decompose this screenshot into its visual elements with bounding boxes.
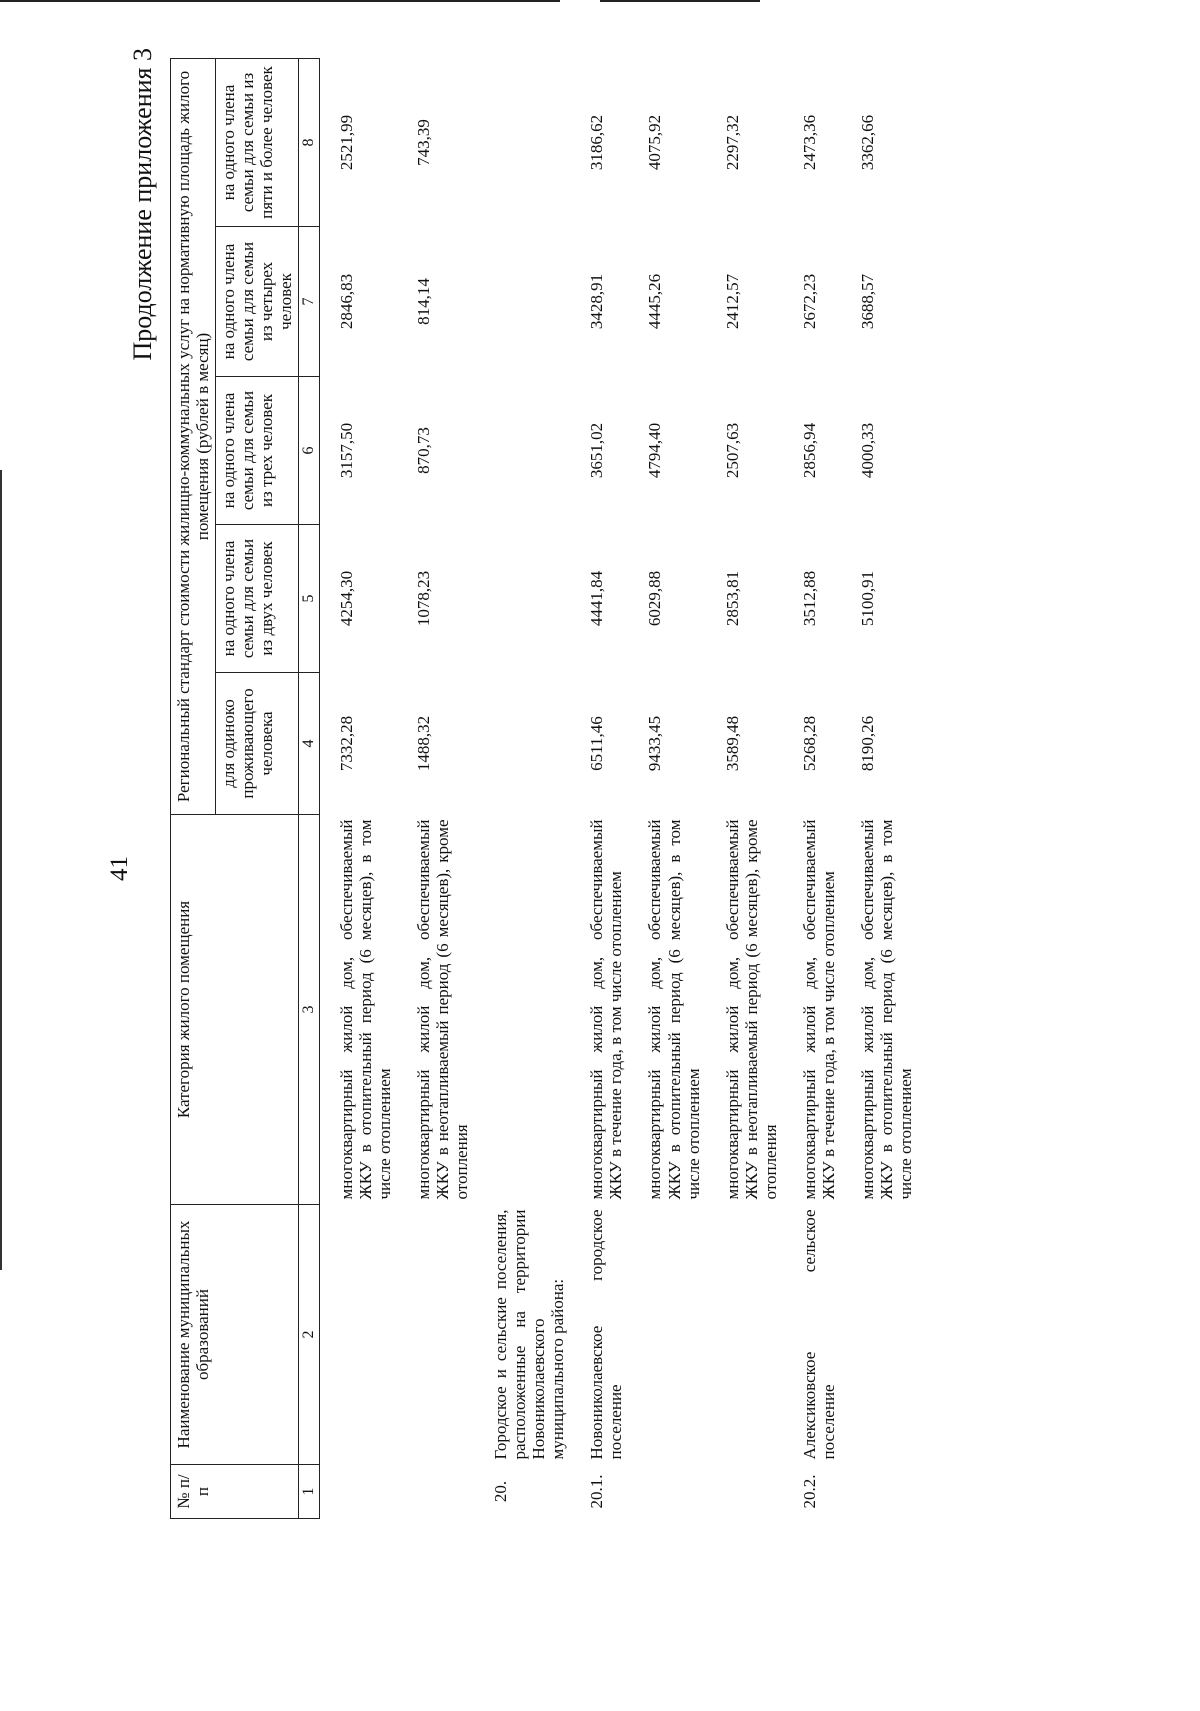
table-row (411, 59, 474, 1519)
row-number: 20. (491, 1480, 511, 1503)
row-municipality (411, 1205, 474, 1465)
row-value: 870,73 (414, 427, 434, 474)
row-category: многоквартирный жилой дом, обеспечиваемый ЖКУ в неотапливаемый период (6 месяцев), кроме отопления (414, 819, 472, 1200)
column-number: 8 (299, 59, 320, 227)
row-value: 814,14 (414, 278, 434, 325)
row-value (488, 59, 570, 227)
row-value: 3362,66 (857, 114, 877, 171)
row-category: многоквартирный жилой дом, обеспечиваемый ЖКУ в отопительный период (6 месяцев), в том числе отоплением (645, 819, 703, 1200)
row-value: 4794,40 (645, 422, 665, 479)
row-value: 4441,84 (587, 570, 607, 627)
header-standard: Региональный стандарт стоимости жилищно-коммунальных услуг на нормативную площадь жилого помещения (рублей в месяц) (171, 59, 216, 815)
page-number: 41 (106, 856, 133, 881)
row-value: 2473,36 (799, 114, 819, 171)
row-municipality: Алексиковское сельское поселение (799, 1209, 838, 1460)
row-value: 3428,91 (587, 273, 607, 330)
row-category: многоквартирный жилой дом, обеспечиваемый ЖКУ в отопительный период (6 месяцев), в том числе отоплением (337, 819, 395, 1200)
row-value: 2521,99 (337, 114, 357, 171)
row-value: 4254,30 (337, 570, 357, 627)
row-municipality: Новониколаевское городское поселение (587, 1209, 626, 1460)
row-municipality: Городское и сельские поселения, расположенные на территории Новониколаевского муниципального района: (491, 1209, 568, 1460)
header-name: Наименование муниципальных образований (171, 1205, 299, 1465)
column-number: 3 (299, 815, 320, 1205)
header-sub: на одного члена семьи для семьи из двух человек (216, 525, 299, 673)
table-row (334, 59, 397, 1519)
header-num: № п/п (171, 1465, 299, 1519)
row-value: 743,39 (414, 119, 434, 166)
row-category: многоквартирный жилой дом, обеспечиваемый ЖКУ в неотапливаемый период (6 месяцев), кроме отопления (722, 819, 780, 1200)
row-value: 1488,32 (414, 715, 434, 772)
row-value: 4000,33 (857, 422, 877, 479)
table-row (584, 59, 628, 1519)
row-number (334, 1465, 397, 1519)
row-value (488, 673, 570, 815)
row-number (720, 1465, 783, 1519)
row-municipality (855, 1205, 918, 1465)
row-value: 6029,88 (645, 570, 665, 627)
row-category: многоквартирный жилой дом, обеспечиваемый ЖКУ в течение года, в том числе отоплением (587, 819, 626, 1200)
appendix-title: Продолжение приложения 3 (128, 48, 157, 361)
row-value: 9433,45 (645, 715, 665, 772)
row-category: многоквартирный жилой дом, обеспечиваемый ЖКУ в течение года, в том числе отоплением (799, 819, 838, 1200)
row-value: 3157,50 (337, 422, 357, 479)
row-value: 3589,48 (722, 715, 742, 772)
row-number: 20.2. (799, 1474, 819, 1509)
table-row (720, 59, 783, 1519)
row-value: 2297,32 (722, 114, 742, 171)
header-sub: на одного члена семьи для семьи из четырех человек (216, 227, 299, 377)
table-header (171, 59, 320, 1519)
row-value: 2507,63 (722, 422, 742, 479)
column-number: 1 (299, 1465, 320, 1519)
row-value: 3512,88 (799, 570, 819, 627)
table-row (797, 59, 841, 1519)
row-value: 2412,57 (722, 273, 742, 330)
column-number: 2 (299, 1205, 320, 1465)
row-value: 4445,26 (645, 273, 665, 330)
row-value: 3688,57 (857, 273, 877, 330)
header-sub: на одного члена семьи для семьи из трех человек (216, 377, 299, 525)
column-number: 7 (299, 227, 320, 377)
column-number: 4 (299, 673, 320, 815)
row-value: 5268,28 (799, 715, 819, 772)
header-sub: для одиноко проживающего человека (216, 673, 299, 815)
row-category (488, 815, 570, 1205)
table-row (488, 59, 570, 1519)
column-number: 5 (299, 525, 320, 673)
row-value: 8190,26 (857, 715, 877, 772)
table-body (320, 59, 918, 1519)
row-number: 20.1. (587, 1474, 607, 1509)
row-municipality (642, 1205, 705, 1465)
row-value: 3651,02 (587, 422, 607, 479)
row-number (642, 1465, 705, 1519)
row-value (488, 377, 570, 525)
row-value (488, 525, 570, 673)
row-municipality (334, 1205, 397, 1465)
row-value (488, 227, 570, 377)
row-value: 2672,23 (799, 273, 819, 330)
row-value: 2856,94 (799, 422, 819, 479)
column-number: 6 (299, 377, 320, 525)
table-row (855, 59, 918, 1519)
row-value: 5100,91 (857, 570, 877, 627)
table-row (642, 59, 705, 1519)
standard-cost-table (170, 58, 918, 1519)
row-value: 6511,46 (587, 716, 607, 771)
header-sub: на одного члена семьи для семьи из пяти и более человек (216, 59, 299, 227)
header-category: Категория жилого помещения (171, 815, 299, 1205)
row-value: 4075,92 (645, 114, 665, 171)
row-number (411, 1465, 474, 1519)
row-value: 2846,83 (337, 273, 357, 330)
row-value: 1078,23 (414, 570, 434, 627)
row-category: многоквартирный жилой дом, обеспечиваемый ЖКУ в отопительный период (6 месяцев), в том числе отоплением (857, 819, 915, 1200)
row-number (855, 1465, 918, 1519)
row-municipality (720, 1205, 783, 1465)
row-value: 7332,28 (337, 715, 357, 772)
row-value: 2853,81 (722, 570, 742, 627)
row-value: 3186,62 (587, 114, 607, 171)
